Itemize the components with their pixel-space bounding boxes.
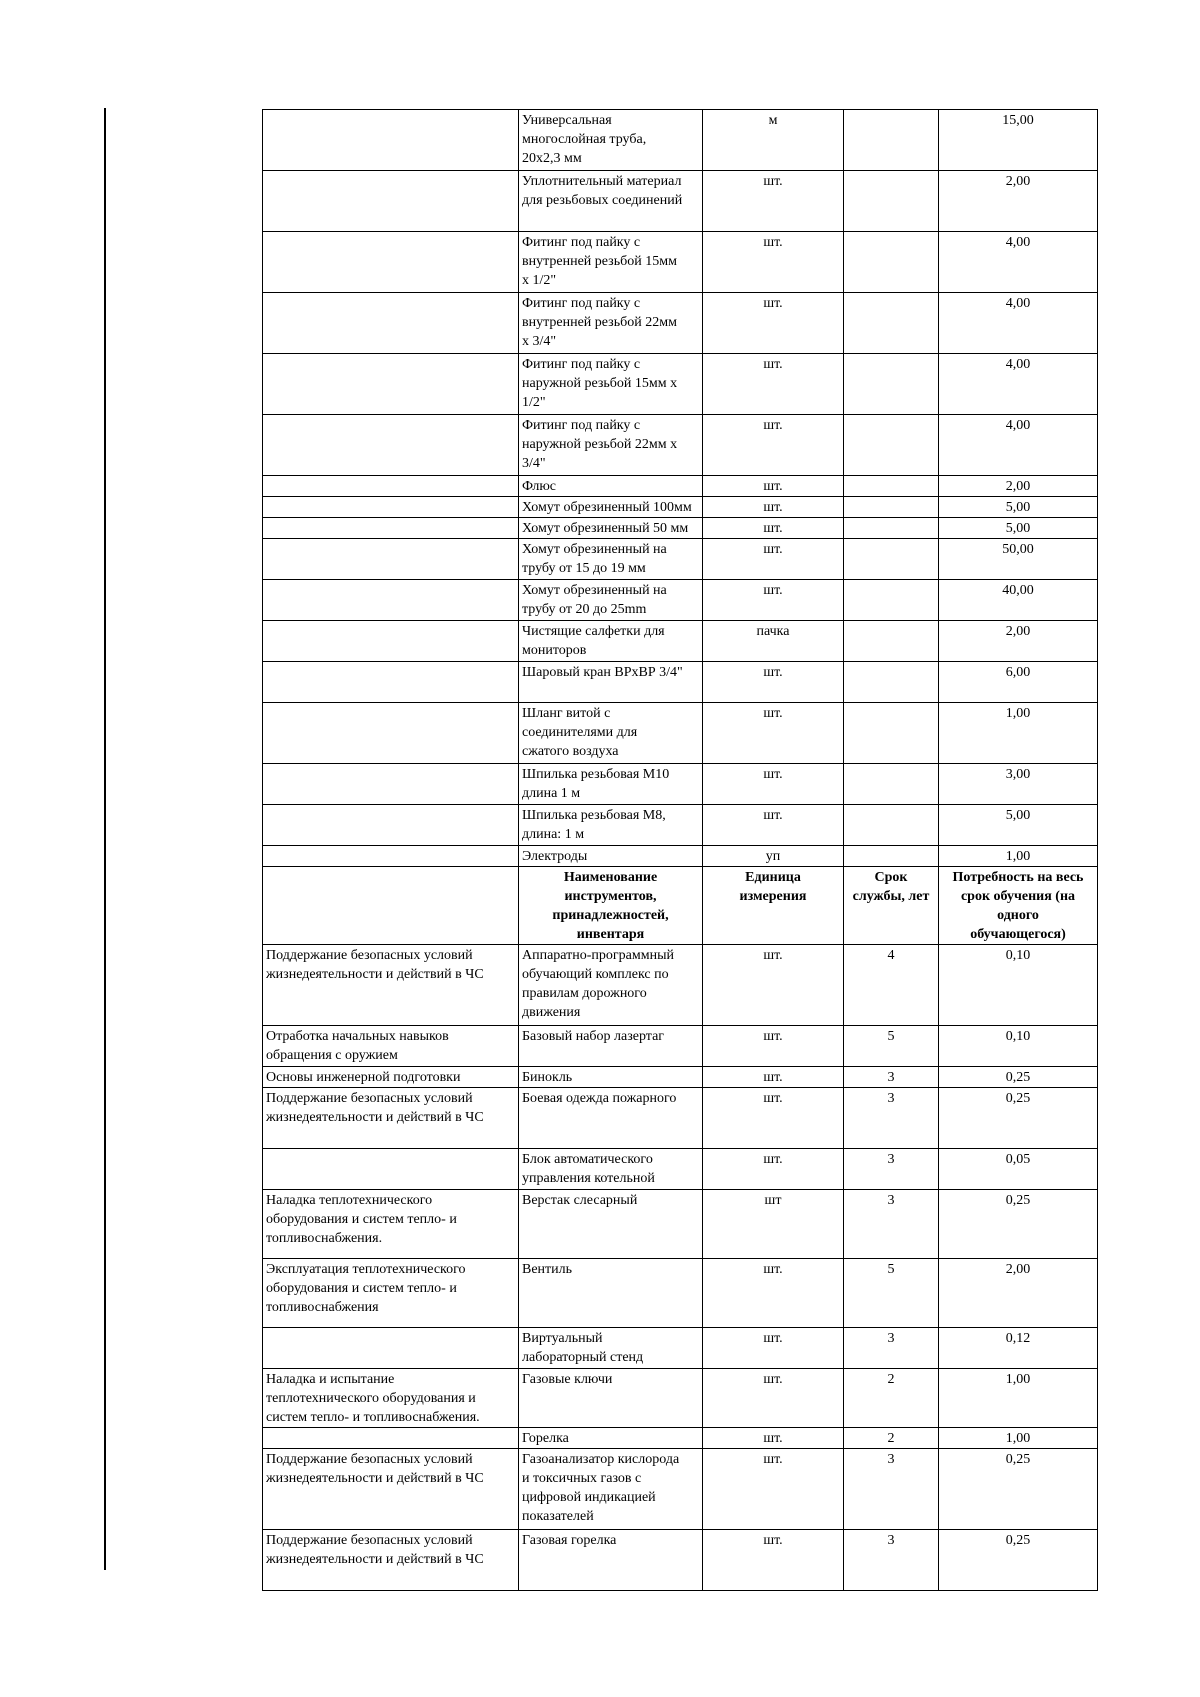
discipline-cell	[263, 764, 519, 805]
need-cell: 2,00	[939, 476, 1098, 497]
unit-cell: м	[703, 110, 844, 171]
need-cell: 4,00	[939, 415, 1098, 476]
discipline-cell	[263, 805, 519, 846]
unit-cell: шт.	[703, 518, 844, 539]
equipment-table	[262, 109, 1098, 1591]
table-row	[263, 945, 1098, 1026]
service-life-cell: 5	[844, 1259, 939, 1328]
need-cell: 0,25	[939, 1067, 1098, 1088]
need-cell: 15,00	[939, 110, 1098, 171]
discipline-cell	[263, 518, 519, 539]
item-name-cell: Хомут обрезиненный на трубу от 15 до 19 мм	[519, 539, 703, 580]
discipline-cell	[263, 1428, 519, 1449]
item-name-cell: Базовый набор лазертаг	[519, 1026, 703, 1067]
item-name-cell: Газовые ключи	[519, 1369, 703, 1428]
unit-cell: шт.	[703, 354, 844, 415]
service-life-cell	[844, 110, 939, 171]
service-life-cell	[844, 539, 939, 580]
service-life-cell: 5	[844, 1026, 939, 1067]
unit-cell: шт.	[703, 539, 844, 580]
item-name-cell: Чистящие салфетки для мониторов	[519, 621, 703, 662]
need-cell: 5,00	[939, 497, 1098, 518]
need-cell: 5,00	[939, 805, 1098, 846]
item-name-cell: Хомут обрезиненный 50 мм	[519, 518, 703, 539]
table-header-row	[263, 867, 1098, 945]
unit-cell: шт.	[703, 1449, 844, 1530]
discipline-cell: Поддержание безопасных условий жизнедеятельности и действий в ЧС	[263, 1530, 519, 1591]
header-life-cell: Срок службы, лет	[844, 867, 939, 945]
table-row	[263, 539, 1098, 580]
service-life-cell: 3	[844, 1530, 939, 1591]
discipline-cell: Наладка теплотехнического оборудования и систем тепло- и топливоснабжения.	[263, 1190, 519, 1259]
item-name-cell: Хомут обрезиненный 100мм	[519, 497, 703, 518]
need-cell: 1,00	[939, 1369, 1098, 1428]
unit-cell: шт.	[703, 580, 844, 621]
table-row	[263, 805, 1098, 846]
item-name-cell: Газоанализатор кислорода и токсичных газов с цифровой индикацией показателей	[519, 1449, 703, 1530]
unit-cell: шт.	[703, 1530, 844, 1591]
item-name-cell: Фитинг под пайку с внутренней резьбой 22мм х 3/4"	[519, 293, 703, 354]
discipline-cell: Поддержание безопасных условий жизнедеятельности и действий в ЧС	[263, 1449, 519, 1530]
need-cell: 4,00	[939, 293, 1098, 354]
item-name-cell: Электроды	[519, 846, 703, 867]
need-cell: 4,00	[939, 354, 1098, 415]
discipline-cell	[263, 621, 519, 662]
unit-cell: шт.	[703, 476, 844, 497]
discipline-cell	[263, 354, 519, 415]
discipline-cell: Эксплуатация теплотехнического оборудования и систем тепло- и топливоснабжения	[263, 1259, 519, 1328]
discipline-cell	[263, 110, 519, 171]
unit-cell: шт.	[703, 662, 844, 703]
page-margin-line	[104, 108, 106, 1570]
table-row	[263, 764, 1098, 805]
need-cell: 0,10	[939, 945, 1098, 1026]
unit-cell: шт.	[703, 1328, 844, 1369]
discipline-cell: Отработка начальных навыков обращения с оружием	[263, 1026, 519, 1067]
need-cell: 0,25	[939, 1530, 1098, 1591]
discipline-cell: Поддержание безопасных условий жизнедеятельности и действий в ЧС	[263, 945, 519, 1026]
service-life-cell: 4	[844, 945, 939, 1026]
need-cell: 40,00	[939, 580, 1098, 621]
table-row	[263, 1190, 1098, 1259]
header-need-cell: Потребность на весь срок обучения (на одного обучающегося)	[939, 867, 1098, 945]
table-row	[263, 1259, 1098, 1328]
unit-cell: шт	[703, 1190, 844, 1259]
need-cell: 5,00	[939, 518, 1098, 539]
discipline-cell	[263, 580, 519, 621]
discipline-cell	[263, 703, 519, 764]
unit-cell: шт.	[703, 1026, 844, 1067]
unit-cell: шт.	[703, 1067, 844, 1088]
unit-cell: шт.	[703, 415, 844, 476]
header-unit-cell: Единица измерения	[703, 867, 844, 945]
item-name-cell: Шпилька резьбовая М8, длина: 1 м	[519, 805, 703, 846]
table-row	[263, 518, 1098, 539]
need-cell: 1,00	[939, 1428, 1098, 1449]
item-name-cell: Боевая одежда пожарного	[519, 1088, 703, 1149]
table-row	[263, 1328, 1098, 1369]
table-row	[263, 846, 1098, 867]
unit-cell: пачка	[703, 621, 844, 662]
unit-cell: шт.	[703, 1428, 844, 1449]
table-row	[263, 354, 1098, 415]
unit-cell: шт.	[703, 171, 844, 232]
unit-cell: шт.	[703, 805, 844, 846]
need-cell: 2,00	[939, 1259, 1098, 1328]
table-row	[263, 1449, 1098, 1530]
discipline-cell	[263, 415, 519, 476]
need-cell: 6,00	[939, 662, 1098, 703]
need-cell: 0,12	[939, 1328, 1098, 1369]
table-row	[263, 415, 1098, 476]
service-life-cell: 3	[844, 1449, 939, 1530]
item-name-cell: Бинокль	[519, 1067, 703, 1088]
item-name-cell: Хомут обрезиненный на трубу от 20 до 25mm	[519, 580, 703, 621]
discipline-cell: Основы инженерной подготовки	[263, 1067, 519, 1088]
service-life-cell	[844, 703, 939, 764]
unit-cell: уп	[703, 846, 844, 867]
table-row	[263, 171, 1098, 232]
table-row	[263, 476, 1098, 497]
service-life-cell	[844, 621, 939, 662]
unit-cell: шт.	[703, 1149, 844, 1190]
table-row	[263, 621, 1098, 662]
item-name-cell: Фитинг под пайку с наружной резьбой 15мм х 1/2"	[519, 354, 703, 415]
unit-cell: шт.	[703, 764, 844, 805]
need-cell: 3,00	[939, 764, 1098, 805]
service-life-cell	[844, 846, 939, 867]
service-life-cell	[844, 293, 939, 354]
item-name-cell: Универсальная многослойная труба, 20х2,3 мм	[519, 110, 703, 171]
service-life-cell	[844, 171, 939, 232]
item-name-cell: Блок автоматического управления котельной	[519, 1149, 703, 1190]
item-name-cell: Фитинг под пайку с внутренней резьбой 15мм х 1/2"	[519, 232, 703, 293]
unit-cell: шт.	[703, 293, 844, 354]
discipline-cell: Наладка и испытание теплотехнического оборудования и систем тепло- и топливоснабжения.	[263, 1369, 519, 1428]
table-row	[263, 662, 1098, 703]
header-name-cell: Наименование инструментов, принадлежностей, инвентаря	[519, 867, 703, 945]
need-cell: 0,10	[939, 1026, 1098, 1067]
item-name-cell: Шланг витой с соединителями для сжатого воздуха	[519, 703, 703, 764]
discipline-cell	[263, 662, 519, 703]
table-row	[263, 580, 1098, 621]
service-life-cell	[844, 497, 939, 518]
header-discipline-cell	[263, 867, 519, 945]
table-row	[263, 1369, 1098, 1428]
table-row	[263, 1026, 1098, 1067]
service-life-cell	[844, 232, 939, 293]
need-cell: 2,00	[939, 171, 1098, 232]
need-cell: 0,25	[939, 1449, 1098, 1530]
discipline-cell	[263, 476, 519, 497]
service-life-cell: 2	[844, 1369, 939, 1428]
service-life-cell	[844, 662, 939, 703]
service-life-cell: 2	[844, 1428, 939, 1449]
unit-cell: шт.	[703, 232, 844, 293]
service-life-cell	[844, 764, 939, 805]
table-body	[263, 110, 1098, 1591]
table-row	[263, 703, 1098, 764]
discipline-cell	[263, 293, 519, 354]
item-name-cell: Газовая горелка	[519, 1530, 703, 1591]
unit-cell: шт.	[703, 497, 844, 518]
discipline-cell	[263, 171, 519, 232]
item-name-cell: Виртуальный лабораторный стенд	[519, 1328, 703, 1369]
unit-cell: шт.	[703, 703, 844, 764]
need-cell: 4,00	[939, 232, 1098, 293]
service-life-cell: 3	[844, 1328, 939, 1369]
table-row	[263, 1088, 1098, 1149]
table-row	[263, 1530, 1098, 1591]
table-row	[263, 1428, 1098, 1449]
service-life-cell	[844, 415, 939, 476]
need-cell: 0,25	[939, 1190, 1098, 1259]
service-life-cell: 3	[844, 1067, 939, 1088]
item-name-cell: Шпилька резьбовая М10 длина 1 м	[519, 764, 703, 805]
discipline-cell	[263, 846, 519, 867]
table-row	[263, 497, 1098, 518]
discipline-cell	[263, 497, 519, 518]
item-name-cell: Аппаратно-программный обучающий комплекс по правилам дорожного движения	[519, 945, 703, 1026]
discipline-cell: Поддержание безопасных условий жизнедеятельности и действий в ЧС	[263, 1088, 519, 1149]
unit-cell: шт.	[703, 1088, 844, 1149]
table-row	[263, 1149, 1098, 1190]
unit-cell: шт.	[703, 945, 844, 1026]
item-name-cell: Фитинг под пайку с наружной резьбой 22мм х 3/4"	[519, 415, 703, 476]
table-row	[263, 232, 1098, 293]
need-cell: 2,00	[939, 621, 1098, 662]
discipline-cell	[263, 232, 519, 293]
item-name-cell: Флюс	[519, 476, 703, 497]
service-life-cell: 3	[844, 1190, 939, 1259]
unit-cell: шт.	[703, 1369, 844, 1428]
service-life-cell	[844, 518, 939, 539]
item-name-cell: Горелка	[519, 1428, 703, 1449]
need-cell: 1,00	[939, 846, 1098, 867]
need-cell: 1,00	[939, 703, 1098, 764]
item-name-cell: Верстак слесарный	[519, 1190, 703, 1259]
table-row	[263, 1067, 1098, 1088]
table-row	[263, 110, 1098, 171]
service-life-cell	[844, 580, 939, 621]
service-life-cell: 3	[844, 1149, 939, 1190]
need-cell: 50,00	[939, 539, 1098, 580]
service-life-cell	[844, 476, 939, 497]
service-life-cell: 3	[844, 1088, 939, 1149]
table-row	[263, 293, 1098, 354]
discipline-cell	[263, 1328, 519, 1369]
discipline-cell	[263, 1149, 519, 1190]
item-name-cell: Уплотнительный материал для резьбовых соединений	[519, 171, 703, 232]
discipline-cell	[263, 539, 519, 580]
need-cell: 0,25	[939, 1088, 1098, 1149]
service-life-cell	[844, 354, 939, 415]
need-cell: 0,05	[939, 1149, 1098, 1190]
service-life-cell	[844, 805, 939, 846]
item-name-cell: Шаровый кран ВРхВР 3/4"	[519, 662, 703, 703]
unit-cell: шт.	[703, 1259, 844, 1328]
item-name-cell: Вентиль	[519, 1259, 703, 1328]
